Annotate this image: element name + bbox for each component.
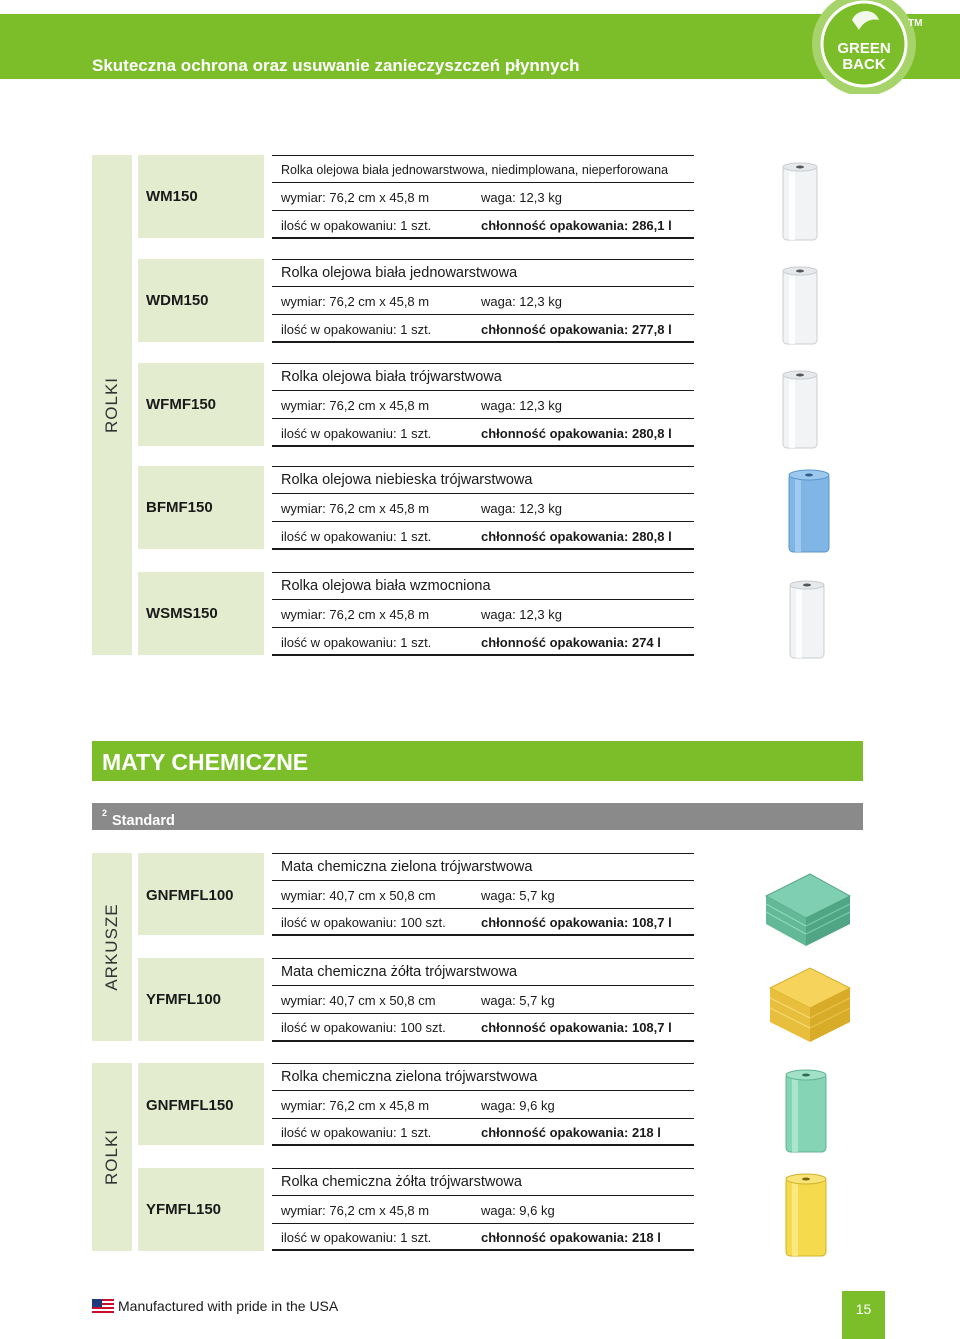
yellow-pads-image (764, 962, 854, 1048)
product-weight: waga: 5,7 kg (481, 993, 555, 1008)
product-code: YFMFL100 (146, 991, 222, 1008)
product-size: wymiar: 76,2 cm x 45,8 m (281, 190, 430, 205)
product-spec-block (272, 259, 694, 343)
product-weight: waga: 12,3 kg (481, 398, 562, 413)
product-code: BFMF150 (146, 499, 213, 516)
product-code: WSMS150 (146, 605, 218, 622)
product-spec-block (272, 1063, 694, 1147)
subsection-header (92, 803, 863, 845)
usa-flag-icon (92, 1299, 114, 1313)
product-code-cell (138, 1168, 264, 1251)
product-title: Rolka chemiczna zielona trójwarstwowa (281, 1069, 538, 1085)
sheets-group-sidebar (92, 853, 132, 1041)
sheets-group-label: ARKUSZE (102, 903, 121, 991)
product-code: GNFMFL100 (146, 887, 234, 904)
blue-roll-image (783, 466, 835, 556)
product-size: wymiar: 76,2 cm x 45,8 m (281, 607, 430, 622)
product-code-cell (138, 155, 264, 238)
product-code-cell (138, 363, 264, 446)
product-title: Rolka olejowa biała jednowarstwowa, niedimplowana, nieperforowana (281, 163, 669, 177)
product-absorb: chłonność opakowania: 286,1 l (481, 218, 672, 233)
product-size: wymiar: 40,7 cm x 50,8 cm (281, 888, 436, 903)
product-spec-block (272, 853, 694, 937)
green-pads-image (758, 866, 854, 954)
product-size: wymiar: 76,2 cm x 45,8 m (281, 1203, 430, 1218)
product-weight: waga: 12,3 kg (481, 294, 562, 309)
product-qty: ilość w opakowaniu: 1 szt. (281, 635, 432, 650)
product-qty: ilość w opakowaniu: 100 szt. (281, 915, 446, 930)
section-title: MATY CHEMICZNE (102, 749, 309, 775)
product-absorb: chłonność opakowania: 274 l (481, 635, 661, 650)
chem-rolls-group-sidebar (92, 1063, 132, 1251)
product-spec-block (272, 155, 694, 239)
product-title: Rolka olejowa niebieska trójwarstwowa (281, 472, 533, 488)
product-weight: waga: 5,7 kg (481, 888, 555, 903)
product-absorb: chłonność opakowania: 277,8 l (481, 322, 672, 337)
product-absorb: chłonność opakowania: 280,8 l (481, 426, 672, 441)
product-weight: waga: 12,3 kg (481, 190, 562, 205)
product-spec-block (272, 466, 694, 550)
product-absorb: chłonność opakowania: 108,7 l (481, 1020, 672, 1035)
product-title: Rolka chemiczna żółta trójwarstwowa (281, 1174, 522, 1190)
white-roll-image (775, 262, 825, 352)
page-number: 15 (855, 1301, 872, 1317)
product-title: Rolka olejowa biała trójwarstwowa (281, 369, 502, 385)
product-qty: ilość w opakowaniu: 1 szt. (281, 218, 432, 233)
product-size: wymiar: 76,2 cm x 45,8 m (281, 501, 430, 516)
product-code-cell (138, 466, 264, 549)
product-title: Mata chemiczna żółta trójwarstwowa (281, 964, 518, 980)
product-weight: waga: 9,6 kg (481, 1203, 555, 1218)
product-spec-block (272, 958, 694, 1042)
product-code-cell (138, 853, 264, 935)
product-qty: ilość w opakowaniu: 1 szt. (281, 1230, 432, 1245)
page-number-box (842, 1291, 885, 1339)
product-spec-block (272, 572, 694, 656)
product-code: YFMFL150 (146, 1201, 222, 1218)
product-weight: waga: 12,3 kg (481, 607, 562, 622)
product-absorb: chłonność opakowania: 280,8 l (481, 529, 672, 544)
subsection-title: Standard (średnie) $^2$ (102, 808, 175, 845)
greenback-logo (797, 0, 931, 94)
product-weight: waga: 9,6 kg (481, 1098, 555, 1113)
product-qty: ilość w opakowaniu: 1 szt. (281, 1125, 432, 1140)
product-code: WDM150 (146, 292, 209, 309)
product-size: wymiar: 40,7 cm x 50,8 cm (281, 993, 436, 1008)
product-code: GNFMFL150 (146, 1097, 234, 1114)
rolls-group-label: ROLKI (102, 376, 121, 434)
logo-text-green: GREEN (837, 40, 891, 57)
white-roll-image (775, 158, 825, 248)
product-code-cell (138, 958, 264, 1041)
product-qty: ilość w opakowaniu: 1 szt. (281, 529, 432, 544)
product-weight: waga: 12,3 kg (481, 501, 562, 516)
green-roll-image (780, 1066, 832, 1156)
product-title: Rolka olejowa biała jednowarstwowa (281, 265, 518, 281)
product-title: Mata chemiczna zielona trójwarstwowa (281, 859, 533, 875)
logo-text-back: BACK (842, 56, 886, 73)
product-code-cell (138, 259, 264, 342)
product-size: wymiar: 76,2 cm x 45,8 m (281, 294, 430, 309)
product-qty: ilość w opakowaniu: 1 szt. (281, 426, 432, 441)
product-size: wymiar: 76,2 cm x 45,8 m (281, 398, 430, 413)
product-spec-block (272, 1168, 694, 1252)
product-size: wymiar: 76,2 cm x 45,8 m (281, 1098, 430, 1113)
product-qty: ilość w opakowaniu: 1 szt. (281, 322, 432, 337)
page-title: Skuteczna ochrona oraz usuwanie zanieczyszczeń płynnych (92, 56, 580, 75)
product-absorb: chłonność opakowania: 218 l (481, 1125, 661, 1140)
product-qty: ilość w opakowaniu: 100 szt. (281, 1020, 446, 1035)
yellow-roll-image (780, 1170, 832, 1260)
product-code-cell (138, 572, 264, 655)
white-roll-image (775, 366, 825, 456)
product-absorb: chłonność opakowania: 218 l (481, 1230, 661, 1245)
trademark: TM (908, 18, 923, 29)
section-header (92, 741, 863, 781)
product-absorb: chłonność opakowania: 108,7 l (481, 915, 672, 930)
product-title: Rolka olejowa biała wzmocniona (281, 578, 491, 594)
chem-rolls-group-label: ROLKI (102, 1128, 121, 1186)
product-code: WFMF150 (146, 396, 217, 413)
product-code: WM150 (146, 188, 198, 205)
rolls-group-sidebar (92, 155, 132, 655)
white-roll-image (782, 576, 832, 666)
footer-text: Manufactured with pride in the USA (118, 1298, 339, 1314)
product-code-cell (138, 1063, 264, 1145)
product-spec-block (272, 363, 694, 447)
